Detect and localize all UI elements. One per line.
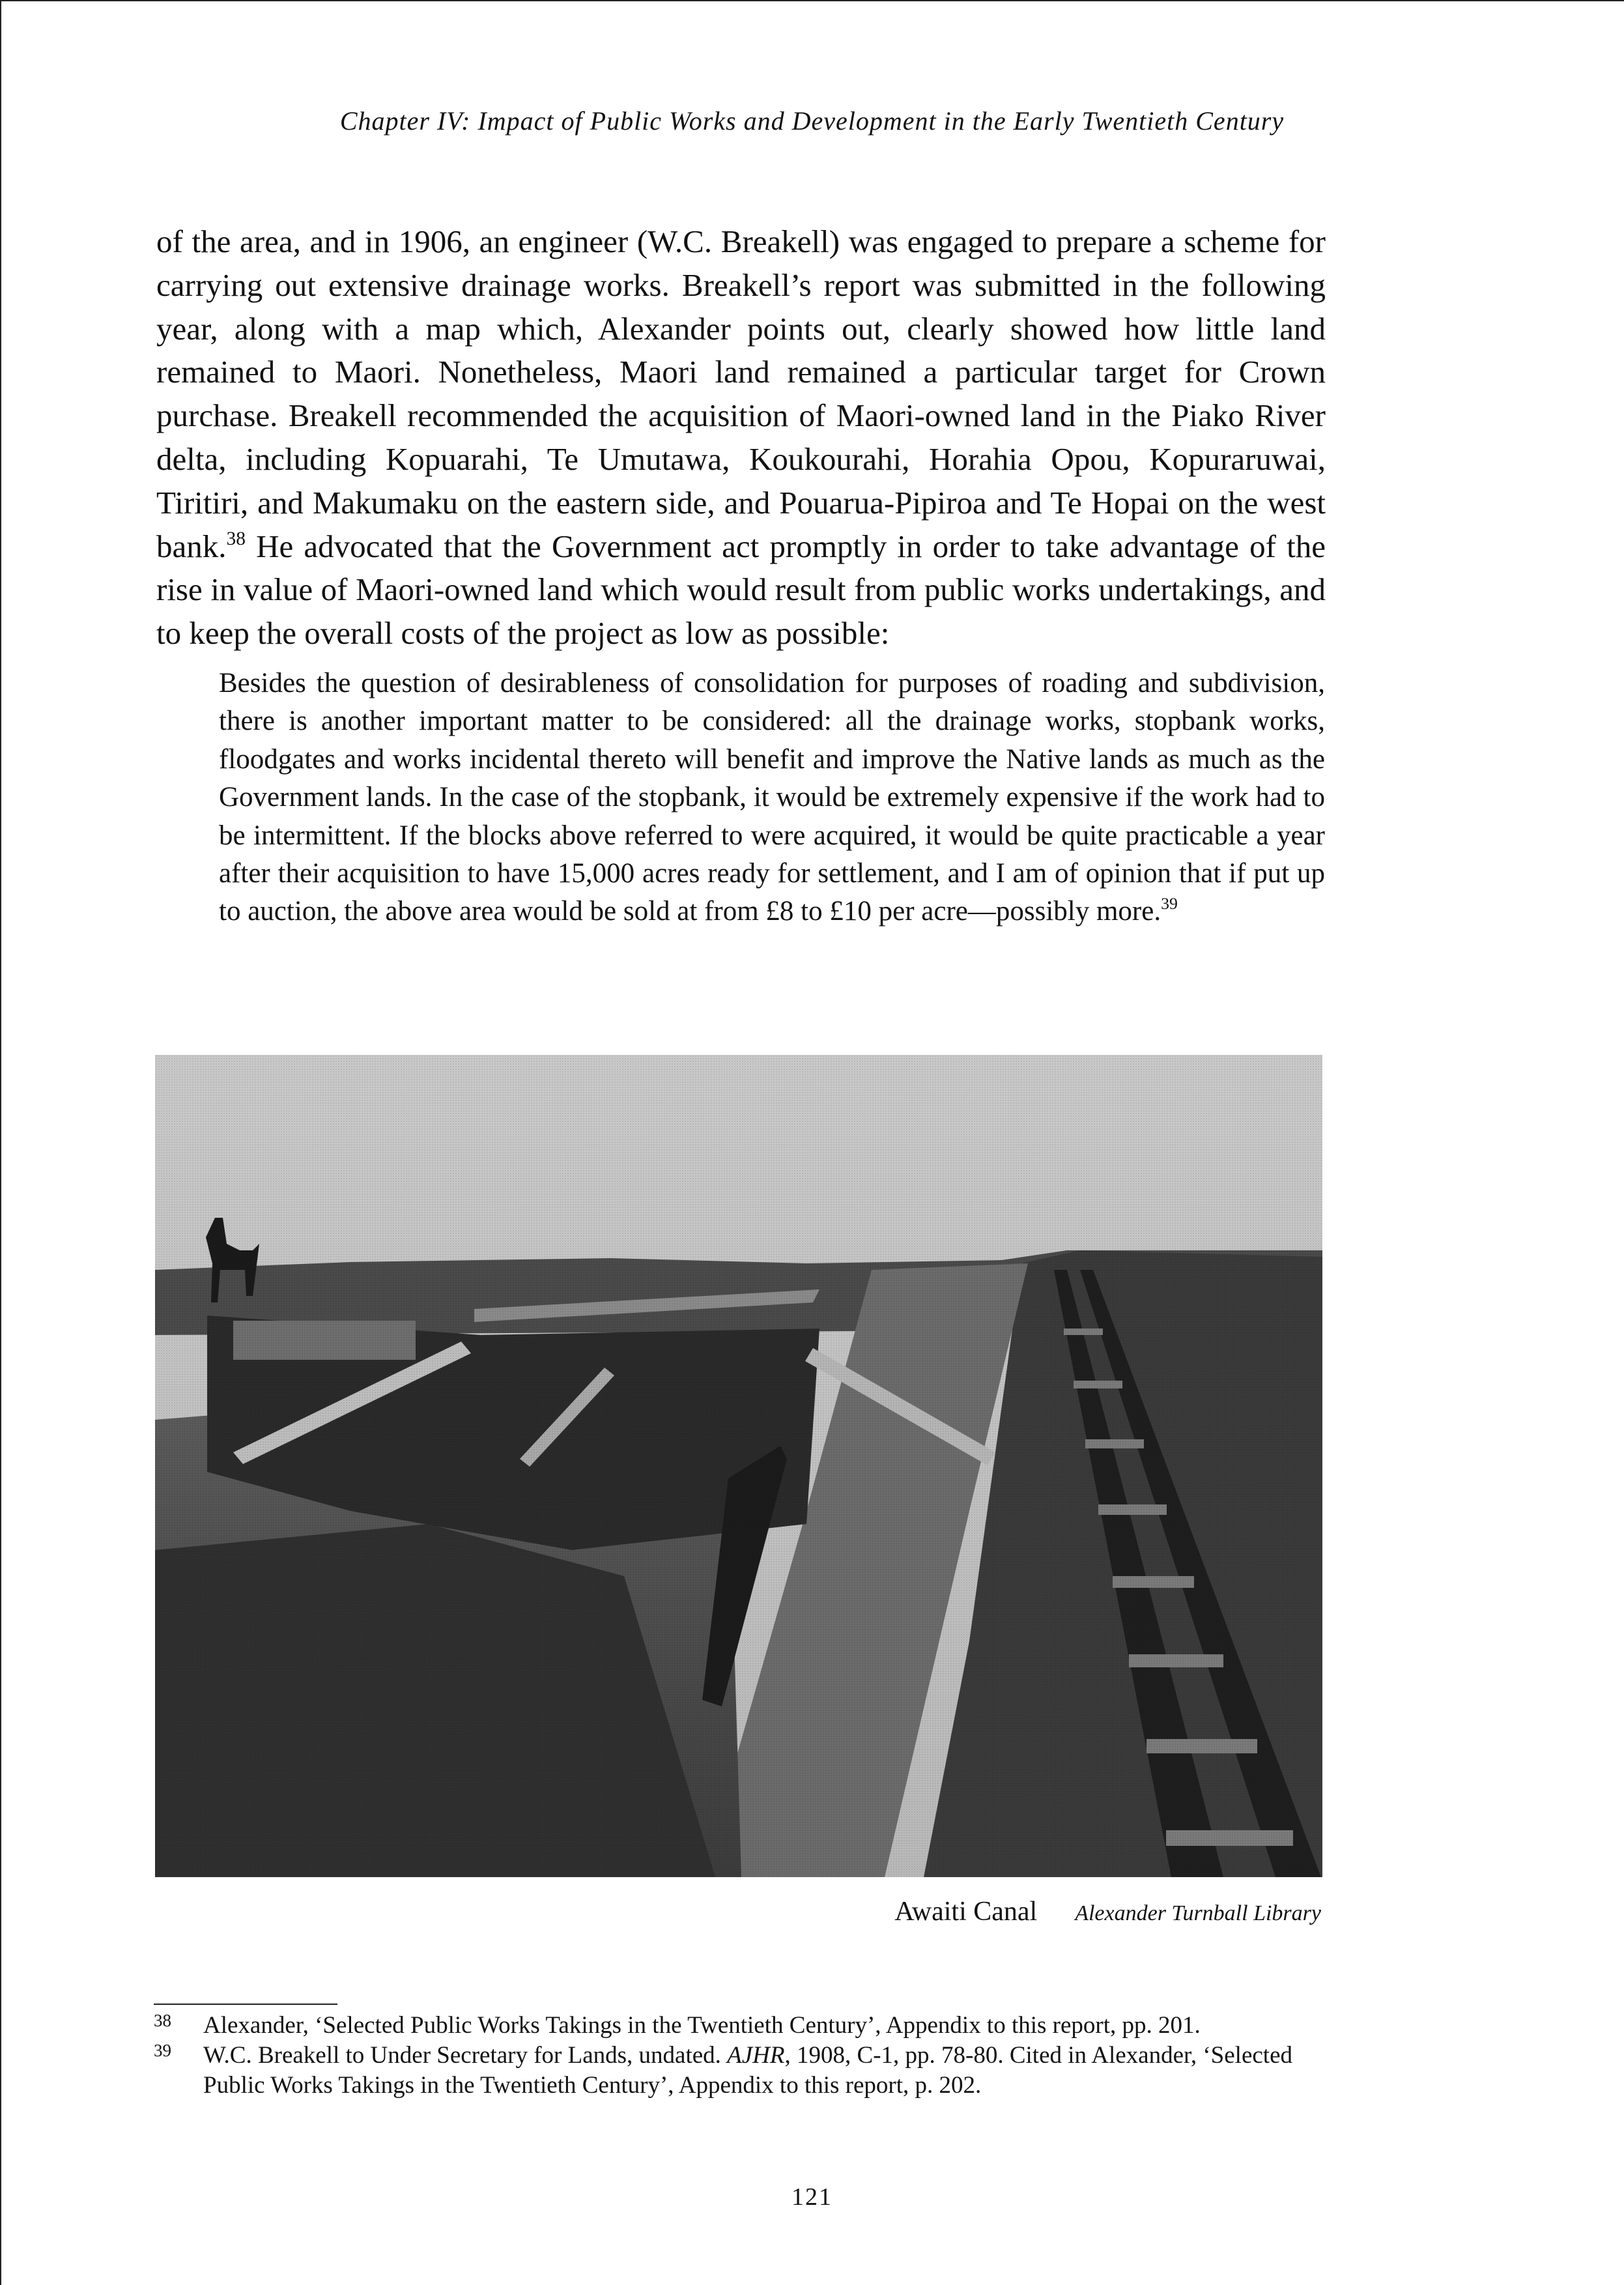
- awaiti-canal-photo: [155, 1055, 1322, 1877]
- quote-text: Besides the question of desirableness of consolidation for purposes of roading and subdivision, there is another important matter to be considered: all the drainage works, stopbank works, floodgates and works incidental thereto will benefit and improve the Native lands as much as the Government lands. In the case of the stopbank, it would be extremely expensive if the work had to be intermittent. If the blocks above referred to were acquired, it would be quite practicable a year after their acquisition to have 15,000 acres ready for settlement, and I am of opinion that if put up to auction, the above area would be sold at from £8 to £10 per acre—possibly more.: [219, 668, 1325, 927]
- footnote-number: 38: [154, 2011, 171, 2030]
- footnote-rule: [154, 2004, 337, 2005]
- footnote-number: 39: [154, 2041, 171, 2060]
- footnote-text-part-1: W.C. Breakell to Under Secretary for Lands, undated.: [203, 2042, 728, 2069]
- footnote-text: Alexander, ‘Selected Public Works Takings in the Twentieth Century’, Appendix to this report, pp. 201.: [203, 2012, 1201, 2039]
- body-text-part-1: of the area, and in 1906, an engineer (W.C. Breakell) was engaged to prepare a scheme for carrying out extensive drainage works. Breakell’s report was submitted in the following year, along with a map which, Alexander points out, clearly showed how little land remained to Maori. Nonetheless, Maori land remained a particular target for Crown purchase. Breakell recommended the acquisition of Maori-owned land in the Piako River delta, including Kopuarahi, Te Umutawa, Koukourahi, Horahia Opou, Kopuraruwai, Tiritiri, and Makumaku on the eastern side, and Pouarua-Pipiroa and Te Hopai on the west bank.: [156, 223, 1326, 564]
- footnote-ref-39[interactable]: 39: [1161, 894, 1178, 913]
- footnote-text: [203, 2041, 1313, 2101]
- page-number: 121: [791, 2183, 833, 2211]
- journal-abbrev: AJHR: [727, 2042, 785, 2069]
- footnote-text-part-2: , 1908, C-1, pp. 78-80. Cited in Alexander, ‘Selected Public Works Takings in the Twentieth Century’, Appendix to this report, p. 202.: [203, 2042, 1292, 2099]
- footnote-39: [154, 2041, 1313, 2101]
- block-quote: [219, 665, 1325, 931]
- footnote-ref-38[interactable]: 38: [226, 528, 246, 549]
- body-text-part-2: He advocated that the Government act promptly in order to take advantage of the rise in value of Maori-owned land which would result from public works undertakings, and to keep the overall costs of the project as low as possible:: [156, 528, 1326, 652]
- footnotes: [154, 2011, 1313, 2101]
- caption-title: Awaiti Canal: [894, 1897, 1038, 1927]
- photo-credit: Alexander Turnball Library: [1075, 1901, 1321, 1925]
- body-paragraph: [156, 220, 1326, 655]
- footnote-38: [154, 2011, 1313, 2041]
- figure-caption: [894, 1896, 1321, 1927]
- running-head: Chapter IV: Impact of Public Works and Development in the Early Twentieth Century: [339, 106, 1285, 136]
